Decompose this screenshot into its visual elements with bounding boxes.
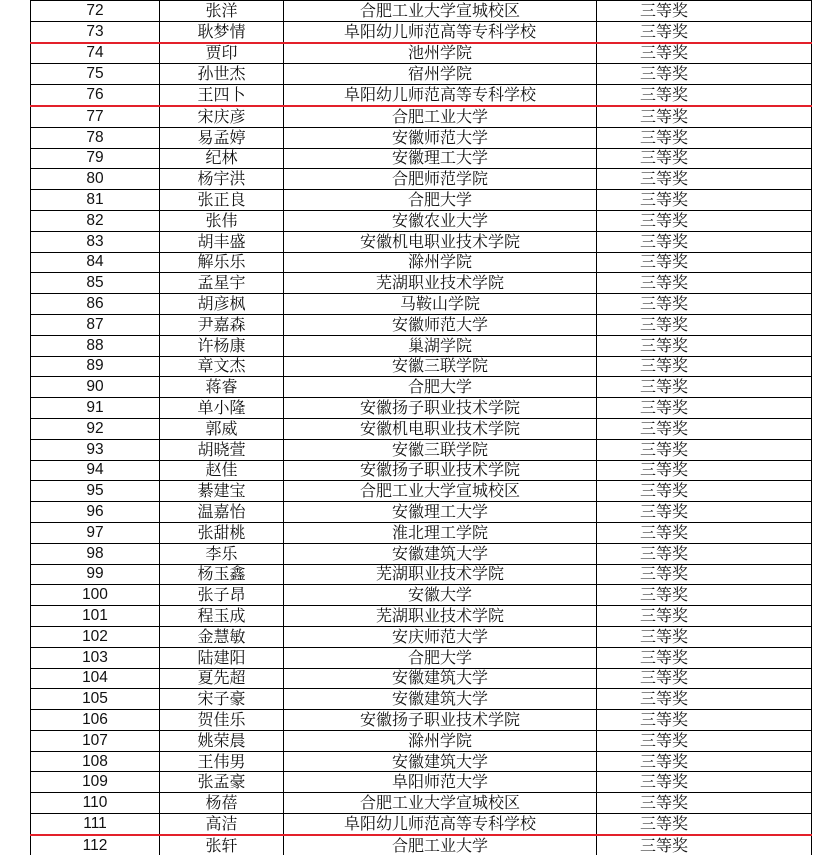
award-cell: 三等奖 <box>597 231 812 252</box>
rank-cell: 74 <box>31 43 160 64</box>
table-row <box>31 43 812 64</box>
name-cell: 杨宇洪 <box>160 169 284 190</box>
award-cell: 三等奖 <box>597 210 812 231</box>
award-cell: 三等奖 <box>597 460 812 481</box>
name-cell: 胡丰盛 <box>160 231 284 252</box>
table-row <box>31 522 812 543</box>
rank-cell: 106 <box>31 710 160 731</box>
award-cell: 三等奖 <box>597 522 812 543</box>
name-cell: 张甜桃 <box>160 522 284 543</box>
award-cell: 三等奖 <box>597 689 812 710</box>
table-row <box>31 1 812 22</box>
table-row <box>31 772 812 793</box>
rank-cell: 112 <box>31 835 160 855</box>
rank-cell: 99 <box>31 564 160 585</box>
award-cell: 三等奖 <box>597 106 812 127</box>
name-cell: 陆建阳 <box>160 647 284 668</box>
award-table <box>30 0 812 855</box>
name-cell: 高洁 <box>160 814 284 835</box>
table-row <box>31 710 812 731</box>
table-row <box>31 564 812 585</box>
rank-cell: 102 <box>31 626 160 647</box>
table-row <box>31 377 812 398</box>
school-cell: 宿州学院 <box>284 64 597 85</box>
table-row <box>31 668 812 689</box>
name-cell: 单小隆 <box>160 398 284 419</box>
school-cell: 安徽建筑大学 <box>284 751 597 772</box>
award-cell: 三等奖 <box>597 751 812 772</box>
name-cell: 綦建宝 <box>160 481 284 502</box>
name-cell: 姚荣晨 <box>160 730 284 751</box>
school-cell: 安徽机电职业技术学院 <box>284 418 597 439</box>
award-cell: 三等奖 <box>597 273 812 294</box>
table-row <box>31 85 812 106</box>
award-cell: 三等奖 <box>597 85 812 106</box>
school-cell: 安徽三联学院 <box>284 356 597 377</box>
table-row <box>31 231 812 252</box>
award-cell: 三等奖 <box>597 43 812 64</box>
table-row <box>31 335 812 356</box>
award-cell: 三等奖 <box>597 127 812 148</box>
rank-cell: 94 <box>31 460 160 481</box>
school-cell: 巢湖学院 <box>284 335 597 356</box>
rank-cell: 73 <box>31 21 160 42</box>
school-cell: 阜阳师范大学 <box>284 772 597 793</box>
name-cell: 宋庆彦 <box>160 106 284 127</box>
name-cell: 许杨康 <box>160 335 284 356</box>
table-row <box>31 252 812 273</box>
rank-cell: 108 <box>31 751 160 772</box>
school-cell: 合肥工业大学宣城校区 <box>284 793 597 814</box>
table-row <box>31 730 812 751</box>
rank-cell: 91 <box>31 398 160 419</box>
school-cell: 安徽师范大学 <box>284 314 597 335</box>
school-cell: 安庆师范大学 <box>284 626 597 647</box>
award-cell: 三等奖 <box>597 335 812 356</box>
school-cell: 合肥工业大学宣城校区 <box>284 1 597 22</box>
table-row <box>31 793 812 814</box>
rank-cell: 98 <box>31 543 160 564</box>
name-cell: 纪林 <box>160 148 284 169</box>
school-cell: 阜阳幼儿师范高等专科学校 <box>284 85 597 106</box>
rank-cell: 103 <box>31 647 160 668</box>
rank-cell: 75 <box>31 64 160 85</box>
table-row <box>31 418 812 439</box>
table-row <box>31 585 812 606</box>
table-row <box>31 21 812 42</box>
school-cell: 安徽扬子职业技术学院 <box>284 398 597 419</box>
name-cell: 杨玉鑫 <box>160 564 284 585</box>
award-cell: 三等奖 <box>597 772 812 793</box>
name-cell: 王四卜 <box>160 85 284 106</box>
rank-cell: 81 <box>31 190 160 211</box>
name-cell: 尹嘉森 <box>160 314 284 335</box>
rank-cell: 72 <box>31 1 160 22</box>
name-cell: 程玉成 <box>160 606 284 627</box>
name-cell: 温嘉怡 <box>160 502 284 523</box>
table-row <box>31 814 812 835</box>
award-cell: 三等奖 <box>597 481 812 502</box>
school-cell: 芜湖职业技术学院 <box>284 606 597 627</box>
name-cell: 贾印 <box>160 43 284 64</box>
table-row <box>31 294 812 315</box>
school-cell: 池州学院 <box>284 43 597 64</box>
award-cell: 三等奖 <box>597 585 812 606</box>
rank-cell: 89 <box>31 356 160 377</box>
award-cell: 三等奖 <box>597 398 812 419</box>
name-cell: 张孟豪 <box>160 772 284 793</box>
award-cell: 三等奖 <box>597 606 812 627</box>
table-row <box>31 481 812 502</box>
award-cell: 三等奖 <box>597 439 812 460</box>
school-cell: 合肥工业大学 <box>284 106 597 127</box>
school-cell: 安徽建筑大学 <box>284 689 597 710</box>
rank-cell: 100 <box>31 585 160 606</box>
award-cell: 三等奖 <box>597 543 812 564</box>
school-cell: 安徽三联学院 <box>284 439 597 460</box>
school-cell: 合肥大学 <box>284 377 597 398</box>
rank-cell: 111 <box>31 814 160 835</box>
name-cell: 张伟 <box>160 210 284 231</box>
name-cell: 张轩 <box>160 835 284 855</box>
rank-cell: 90 <box>31 377 160 398</box>
rank-cell: 86 <box>31 294 160 315</box>
school-cell: 淮北理工学院 <box>284 522 597 543</box>
table-row <box>31 543 812 564</box>
award-cell: 三等奖 <box>597 793 812 814</box>
school-cell: 安徽建筑大学 <box>284 543 597 564</box>
award-cell: 三等奖 <box>597 814 812 835</box>
table-row <box>31 835 812 855</box>
school-cell: 合肥大学 <box>284 647 597 668</box>
rank-cell: 82 <box>31 210 160 231</box>
name-cell: 胡晓萱 <box>160 439 284 460</box>
table-row <box>31 439 812 460</box>
school-cell: 合肥工业大学宣城校区 <box>284 481 597 502</box>
school-cell: 安徽扬子职业技术学院 <box>284 710 597 731</box>
name-cell: 耿梦情 <box>160 21 284 42</box>
school-cell: 安徽扬子职业技术学院 <box>284 460 597 481</box>
table-row <box>31 148 812 169</box>
school-cell: 合肥大学 <box>284 190 597 211</box>
school-cell: 安徽理工大学 <box>284 502 597 523</box>
school-cell: 芜湖职业技术学院 <box>284 273 597 294</box>
name-cell: 宋子豪 <box>160 689 284 710</box>
rank-cell: 77 <box>31 106 160 127</box>
award-cell: 三等奖 <box>597 564 812 585</box>
school-cell: 滁州学院 <box>284 252 597 273</box>
rank-cell: 92 <box>31 418 160 439</box>
table-row <box>31 398 812 419</box>
name-cell: 易孟婷 <box>160 127 284 148</box>
school-cell: 阜阳幼儿师范高等专科学校 <box>284 814 597 835</box>
award-cell: 三等奖 <box>597 148 812 169</box>
rank-cell: 78 <box>31 127 160 148</box>
table-row <box>31 626 812 647</box>
rank-cell: 85 <box>31 273 160 294</box>
table-row <box>31 106 812 127</box>
school-cell: 马鞍山学院 <box>284 294 597 315</box>
award-cell: 三等奖 <box>597 647 812 668</box>
school-cell: 滁州学院 <box>284 730 597 751</box>
school-cell: 安徽建筑大学 <box>284 668 597 689</box>
award-cell: 三等奖 <box>597 190 812 211</box>
name-cell: 蒋睿 <box>160 377 284 398</box>
award-cell: 三等奖 <box>597 710 812 731</box>
award-cell: 三等奖 <box>597 356 812 377</box>
award-cell: 三等奖 <box>597 377 812 398</box>
award-cell: 三等奖 <box>597 502 812 523</box>
table-row <box>31 210 812 231</box>
name-cell: 张子昂 <box>160 585 284 606</box>
award-cell: 三等奖 <box>597 294 812 315</box>
award-cell: 三等奖 <box>597 730 812 751</box>
table-row <box>31 502 812 523</box>
award-cell: 三等奖 <box>597 64 812 85</box>
name-cell: 金慧敏 <box>160 626 284 647</box>
school-cell: 安徽机电职业技术学院 <box>284 231 597 252</box>
rank-cell: 104 <box>31 668 160 689</box>
award-cell: 三等奖 <box>597 1 812 22</box>
award-cell: 三等奖 <box>597 418 812 439</box>
award-cell: 三等奖 <box>597 626 812 647</box>
award-cell: 三等奖 <box>597 169 812 190</box>
name-cell: 李乐 <box>160 543 284 564</box>
school-cell: 安徽农业大学 <box>284 210 597 231</box>
name-cell: 孙世杰 <box>160 64 284 85</box>
school-cell: 芜湖职业技术学院 <box>284 564 597 585</box>
table-row <box>31 169 812 190</box>
table-row <box>31 356 812 377</box>
school-cell: 安徽师范大学 <box>284 127 597 148</box>
school-cell: 合肥师范学院 <box>284 169 597 190</box>
rank-cell: 88 <box>31 335 160 356</box>
rank-cell: 80 <box>31 169 160 190</box>
award-cell: 三等奖 <box>597 252 812 273</box>
rank-cell: 101 <box>31 606 160 627</box>
rank-cell: 105 <box>31 689 160 710</box>
table-row <box>31 647 812 668</box>
award-cell: 三等奖 <box>597 668 812 689</box>
name-cell: 杨蓓 <box>160 793 284 814</box>
name-cell: 张正良 <box>160 190 284 211</box>
award-cell: 三等奖 <box>597 314 812 335</box>
name-cell: 解乐乐 <box>160 252 284 273</box>
name-cell: 胡彦枫 <box>160 294 284 315</box>
award-table-body <box>31 1 812 855</box>
name-cell: 赵佳 <box>160 460 284 481</box>
table-row <box>31 689 812 710</box>
table-row <box>31 314 812 335</box>
rank-cell: 96 <box>31 502 160 523</box>
table-row <box>31 64 812 85</box>
school-cell: 阜阳幼儿师范高等专科学校 <box>284 21 597 42</box>
table-row <box>31 606 812 627</box>
school-cell: 安徽大学 <box>284 585 597 606</box>
table-row <box>31 751 812 772</box>
table-row <box>31 273 812 294</box>
name-cell: 张洋 <box>160 1 284 22</box>
school-cell: 安徽理工大学 <box>284 148 597 169</box>
rank-cell: 84 <box>31 252 160 273</box>
table-row <box>31 127 812 148</box>
rank-cell: 79 <box>31 148 160 169</box>
rank-cell: 93 <box>31 439 160 460</box>
school-cell: 合肥工业大学 <box>284 835 597 855</box>
table-row <box>31 190 812 211</box>
name-cell: 章文杰 <box>160 356 284 377</box>
rank-cell: 97 <box>31 522 160 543</box>
name-cell: 孟星宇 <box>160 273 284 294</box>
rank-cell: 76 <box>31 85 160 106</box>
rank-cell: 83 <box>31 231 160 252</box>
name-cell: 王伟男 <box>160 751 284 772</box>
rank-cell: 107 <box>31 730 160 751</box>
rank-cell: 87 <box>31 314 160 335</box>
rank-cell: 109 <box>31 772 160 793</box>
award-cell: 三等奖 <box>597 21 812 42</box>
table-row <box>31 460 812 481</box>
rank-cell: 110 <box>31 793 160 814</box>
award-cell: 三等奖 <box>597 835 812 855</box>
name-cell: 贺佳乐 <box>160 710 284 731</box>
name-cell: 郭威 <box>160 418 284 439</box>
rank-cell: 95 <box>31 481 160 502</box>
name-cell: 夏先超 <box>160 668 284 689</box>
